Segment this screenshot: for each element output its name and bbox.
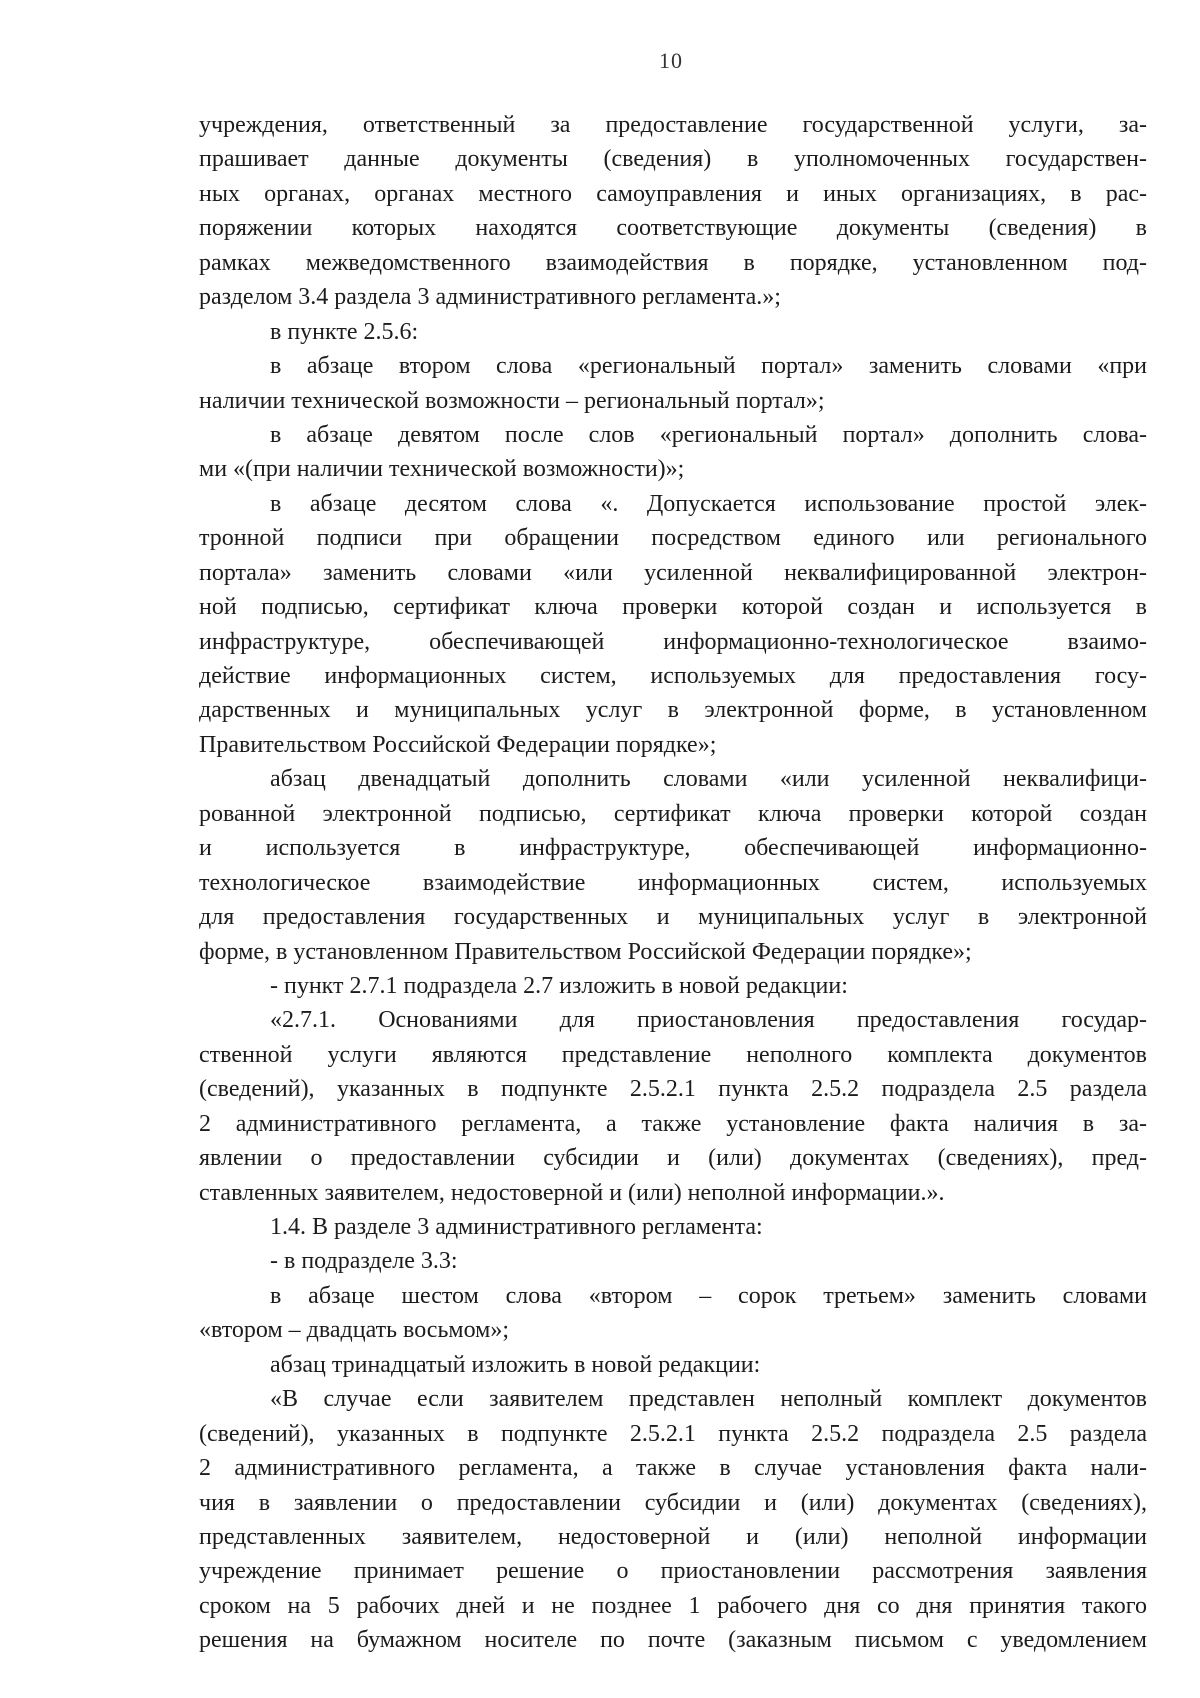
text-line: в абзаце девятом после слов «региональный портал» дополнить слова- <box>270 421 1147 448</box>
text-line: сроком на 5 рабочих дней и не позднее 1 рабочего дня со дня принятия такого <box>199 1592 1147 1619</box>
text-line: ставленных заявителем, недостоверной и (или) неполной информации.». <box>199 1179 945 1206</box>
text-line: учреждение принимает решение о приостановлении рассмотрения заявления <box>199 1558 1147 1585</box>
text-line: (сведений), указанных в подпункте 2.5.2.1 пункта 2.5.2 подраздела 2.5 раздела <box>199 1076 1147 1103</box>
text-line: представленных заявителем, недостоверной и (или) неполной информации <box>199 1523 1147 1550</box>
text-line: для предоставления государственных и муниципальных услуг в электронной <box>199 904 1147 931</box>
text-line: и используется в инфраструктуре, обеспечивающей информационно- <box>199 835 1147 862</box>
text-line: 2 административного регламента, а также в случае установления факта нали- <box>199 1455 1147 1482</box>
text-line: Правительством Российской Федерации порядке»; <box>199 731 717 758</box>
text-line: в пункте 2.5.6: <box>270 318 419 345</box>
text-line: портала» заменить словами «или усиленной неквалифицированной электрон- <box>199 559 1147 586</box>
text-line: дарственных и муниципальных услуг в электронной форме, в установленном <box>199 697 1147 724</box>
document-body <box>199 108 1147 1658</box>
text-line: «В случае если заявителем представлен неполный комплект документов <box>270 1386 1147 1413</box>
text-line: в абзаце втором слова «региональный портал» заменить словами «при <box>270 353 1147 380</box>
text-line: рованной электронной подписью, сертификат ключа проверки которой создан <box>199 800 1147 827</box>
text-line: тронной подписи при обращении посредством единого или регионального <box>199 525 1147 552</box>
text-line: действие информационных систем, используемых для предоставления госу- <box>199 663 1147 689</box>
page-number: 10 <box>659 48 683 73</box>
text-line: технологическое взаимодействие информационных систем, используемых <box>199 869 1147 896</box>
text-line: ственной услуги являются представление неполного комплекта документов <box>199 1041 1147 1068</box>
text-line: в абзаце десятом слова «. Допускается использование простой элек- <box>270 490 1147 517</box>
text-line: ных органах, органах местного самоуправления и иных организациях, в рас- <box>199 180 1147 207</box>
text-line: инфраструктуре, обеспечивающей информационно-технологическое взаимо- <box>199 628 1147 655</box>
text-line: абзац тринадцатый изложить в новой редакции: <box>270 1351 761 1378</box>
text-line: наличии технической возможности – региональный портал»; <box>199 387 825 414</box>
text-line: абзац двенадцатый дополнить словами «или усиленной неквалифици- <box>270 766 1147 793</box>
text-line: прашивает данные документы (сведения) в уполномоченных государствен- <box>199 146 1147 173</box>
text-line: форме, в установленном Правительством Российской Федерации порядке»; <box>199 938 972 965</box>
text-line: ной подписью, сертификат ключа проверки которой создан и используется в <box>199 594 1147 621</box>
text-line: 2 административного регламента, а также установление факта наличия в за- <box>199 1110 1147 1137</box>
text-line: чия в заявлении о предоставлении субсидии и (или) документах (сведениях), <box>199 1489 1147 1516</box>
text-line: ми «(при наличии технической возможности)»; <box>199 456 685 483</box>
text-line: учреждения, ответственный за предоставление государственной услуги, за- <box>199 112 1147 138</box>
text-line: рамках межведомственного взаимодействия в порядке, установленном под- <box>199 249 1147 276</box>
text-line: «втором – двадцать восьмом»; <box>199 1317 509 1344</box>
text-line: явлении о предоставлении субсидии и (или) документах (сведениях), пред- <box>199 1145 1147 1172</box>
text-line: - в подразделе 3.3: <box>270 1248 458 1275</box>
text-line: в абзаце шестом слова «втором – сорок третьем» заменить словами <box>270 1282 1147 1309</box>
text-line: «2.7.1. Основаниями для приостановления предоставления государ- <box>270 1007 1147 1034</box>
text-line: разделом 3.4 раздела 3 административного регламента.»; <box>199 284 781 311</box>
text-line: 1.4. В разделе 3 административного регламента: <box>270 1214 763 1240</box>
text-line: поряжении которых находятся соответствующие документы (сведения) в <box>199 215 1147 242</box>
text-line: (сведений), указанных в подпункте 2.5.2.1 пункта 2.5.2 подраздела 2.5 раздела <box>199 1420 1147 1447</box>
text-line: решения на бумажном носителе по почте (заказным письмом с уведомлением <box>199 1627 1147 1654</box>
text-line: - пункт 2.7.1 подраздела 2.7 изложить в новой редакции: <box>270 972 848 999</box>
